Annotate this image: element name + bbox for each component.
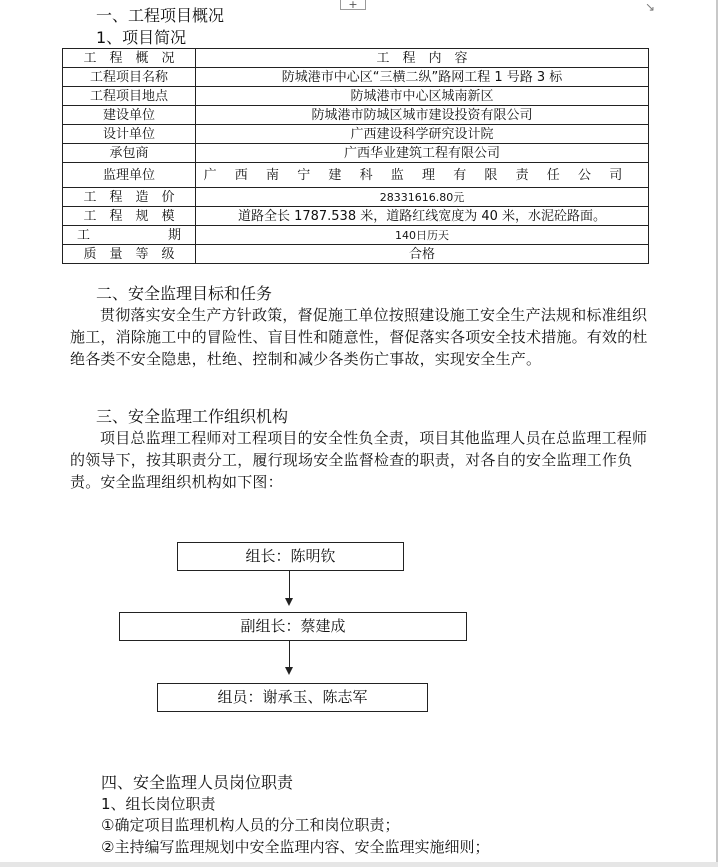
table-row <box>63 207 649 226</box>
table-cell-label: 设计单位 <box>63 125 196 144</box>
table-move-handle[interactable]: + <box>340 0 366 10</box>
table-row <box>63 125 649 144</box>
table-row <box>63 87 649 106</box>
table-cell-value: 防城港市防城区城市建设投资有限公司 <box>196 106 649 125</box>
table-row <box>63 245 649 264</box>
org-arrow <box>289 571 290 600</box>
table-cell-value: 道路全长 1787.538 米，道路红线宽度为 40 米，水泥砼路面。 <box>196 207 649 226</box>
table-cell-value: 140日历天 <box>196 226 649 245</box>
table-resize-icon[interactable]: ↘ <box>645 0 656 14</box>
safety-goals-paragraph: 贯彻落实安全生产方针政策，督促施工单位按照建设施工安全生产法规和标准组织施工，消除施工中的冒险性、盲目性和随意性，督促落实各项安全技术措施。有效的杜绝各类不安全隐患，杜绝、控制和减少各类伤亡事故，实现安全生产。 <box>70 306 648 368</box>
table-cell-value: 28331616.80元 <box>196 188 649 207</box>
table-cell-label: 工 期 <box>63 226 196 245</box>
page-edge-bottom <box>0 862 718 867</box>
heading-safety-goals: 二、安全监理目标和任务 <box>96 284 273 303</box>
table-cell-label: 工程项目地点 <box>63 87 196 106</box>
org-arrow <box>289 641 290 669</box>
table-cell-value: 广西南宁建科监理有限责任公司 <box>196 163 649 188</box>
table-cell-value: 防城港市中心区城南新区 <box>196 87 649 106</box>
table-cell-value: 广西华业建筑工程有限公司 <box>196 144 649 163</box>
org-structure-paragraph: 项目总监理工程师对工程项目的安全性负全责，项目其他监理人员在总监理工程师的领导下，按其职责分工，履行现场安全监督检查的职责，对各自的安全监理工作负责。安全监理组织机构如下图： <box>70 429 648 491</box>
project-info-table <box>62 48 649 264</box>
table-row <box>63 68 649 87</box>
list-item: ②主持编写监理规划中安全监理内容、安全监理实施细则； <box>101 838 490 856</box>
table-cell-label: 承包商 <box>63 144 196 163</box>
table-cell-label: 质 量 等 级 <box>63 245 196 264</box>
org-box-leader: 组长：陈明钦 <box>177 542 404 571</box>
table-header-cell: 工 程 概 况 <box>63 49 196 68</box>
heading-org-structure: 三、安全监理工作组织机构 <box>96 407 289 426</box>
table-row <box>63 226 649 245</box>
heading-project-overview: 一、工程项目概况 <box>96 6 225 25</box>
table-cell-value: 广西建设科学研究设计院 <box>196 125 649 144</box>
table-cell-value: 防城港市中心区“三横二纵”路网工程 1 号路 3 标 <box>196 68 649 87</box>
arrow-down-icon <box>285 667 293 675</box>
heading-leader-duties: 1、组长岗位职责 <box>101 795 216 813</box>
heading-duties: 四、安全监理人员岗位职责 <box>101 773 294 792</box>
arrow-down-icon <box>285 598 293 606</box>
table-header-row <box>63 49 649 68</box>
heading-project-brief: 1、项目简况 <box>96 28 187 47</box>
org-box-deputy: 副组长：蔡建成 <box>119 612 467 641</box>
table-cell-label: 监理单位 <box>63 163 196 188</box>
table-row <box>63 144 649 163</box>
table-cell-value: 合格 <box>196 245 649 264</box>
table-row <box>63 163 649 188</box>
table-cell-label: 工程项目名称 <box>63 68 196 87</box>
table-cell-label: 工 程 规 模 <box>63 207 196 226</box>
table-row <box>63 106 649 125</box>
table-header-cell: 工 程 内 容 <box>196 49 649 68</box>
org-box-members: 组员：谢承玉、陈志军 <box>157 683 428 712</box>
table-cell-label: 工 程 造 价 <box>63 188 196 207</box>
table-cell-label: 建设单位 <box>63 106 196 125</box>
list-item: ①确定项目监理机构人员的分工和岗位职责； <box>101 816 400 834</box>
table-row <box>63 188 649 207</box>
